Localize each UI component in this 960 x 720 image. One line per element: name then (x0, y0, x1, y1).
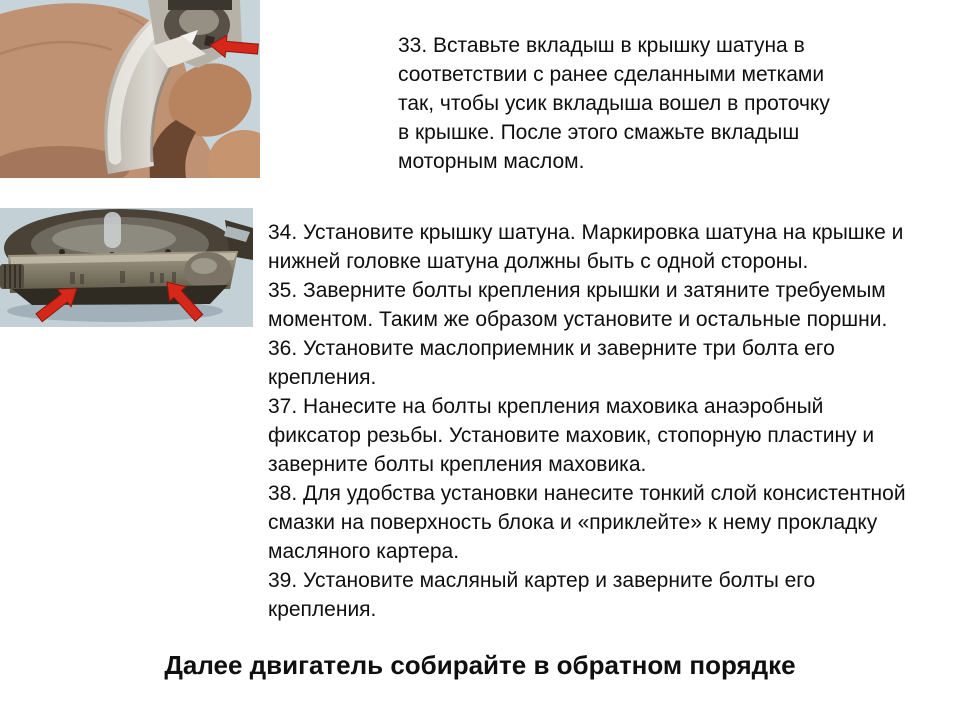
steps-34-39-text (268, 218, 958, 624)
text-line: 36. Установите маслоприемник и заверните три болта его (268, 337, 835, 360)
text-line: смазки на поверхность блока и «приклейте» к нему прокладку (268, 511, 878, 534)
step-33-text (398, 31, 938, 176)
text-line: крепления. (268, 598, 377, 621)
text-line: 39. Установите масляный картер и заверните болты его (268, 569, 816, 592)
text-line: 37. Нанесите на болты крепления маховика анаэробный (268, 395, 824, 418)
text-line: заверните болты крепления маховика. (268, 453, 647, 476)
rod-big-end-illustration (0, 208, 253, 327)
rod-cap-bar-shape (0, 251, 238, 305)
footer-title: Далее двигатель собирайте в обратном порядке (164, 650, 796, 680)
text-line: в крышке. После этого смажьте вкладыш (398, 121, 800, 144)
rod-big-end-photo (0, 208, 253, 327)
text-line: 33. Вставьте вкладыш в крышку шатуна в (398, 34, 805, 57)
hand-bearing-cap-photo (0, 0, 260, 178)
text-line: масляного картера. (268, 540, 460, 563)
text-line: 38. Для удобства установки нанесите тонкий слой консистентной (268, 482, 906, 505)
text-line: моторным маслом. (398, 150, 585, 173)
text-line: фиксатор резьбы. Установите маховик, стопорную пластину и (268, 424, 875, 447)
text-line: 34. Установите крышку шатуна. Маркировка шатуна на крышке и (268, 221, 904, 244)
text-line: соответствии с ранее сделанными метками (398, 63, 825, 86)
text-line: крепления. (268, 366, 377, 389)
text-line: нижней головке шатуна должны быть с одной стороны. (268, 250, 809, 273)
hand-bearing-cap-illustration (0, 0, 260, 178)
text-line: так, чтобы усик вкладыша вошел в проточку (398, 92, 830, 115)
text-line: моментом. Таким же образом установите и остальные поршни. (268, 308, 888, 331)
text-line: 35. Заверните болты крепления крышки и затяните требуемым (268, 279, 886, 302)
